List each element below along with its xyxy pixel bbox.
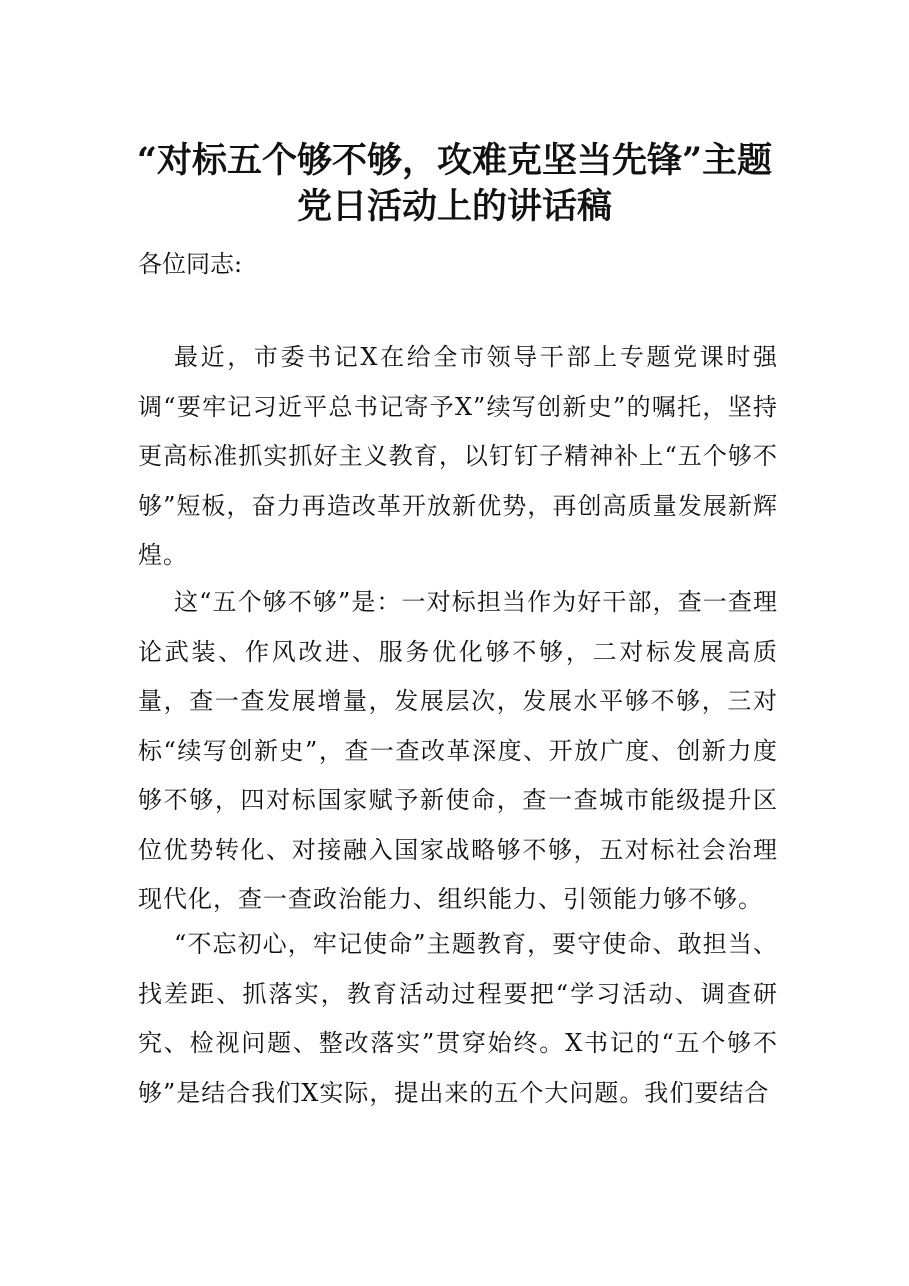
document-title: “对标五个够不够，攻难克坚当先锋”主题党日活动上的讲话稿 bbox=[136, 140, 773, 227]
paragraph-1: 最近，市委书记X在给全市领导干部上专题党课时强调“要牢记习近平总书记寄予X”续写创新史”的嘱托，坚持更高标准抓实抓好主义教育，以钉钉子精神补上“五个够不够”短板，奋力再造改革开放新优势，再创高质量发展新辉煌。 bbox=[138, 343, 778, 569]
paragraph-2: 这“五个够不够”是：一对标担当作为好干部，查一查理论武装、作风改进、服务优化够不够，二对标发展高质量，查一查发展增量，发展层次，发展水平够不够，三对标“续写创新史”，查一查改革深度、开放广度、创新力度够不够，四对标国家赋予新使命，查一查城市能级提升区位优势转化、对接融入国家战略够不够，五对标社会治理现代化，查一查政治能力、组织能力、引领能力够不够。 bbox=[138, 588, 778, 913]
salutation: 各位同志: bbox=[138, 250, 243, 278]
paragraph-3: “不忘初心，牢记使命”主题教育，要守使命、敢担当、找差距、抓落实，教育活动过程要把“学习活动、调查研究、检视问题、整改落实”贯穿始终。X书记的“五个够不够”是结合我们X实际，提出来的五个大问题。我们要结合 bbox=[138, 930, 778, 1107]
